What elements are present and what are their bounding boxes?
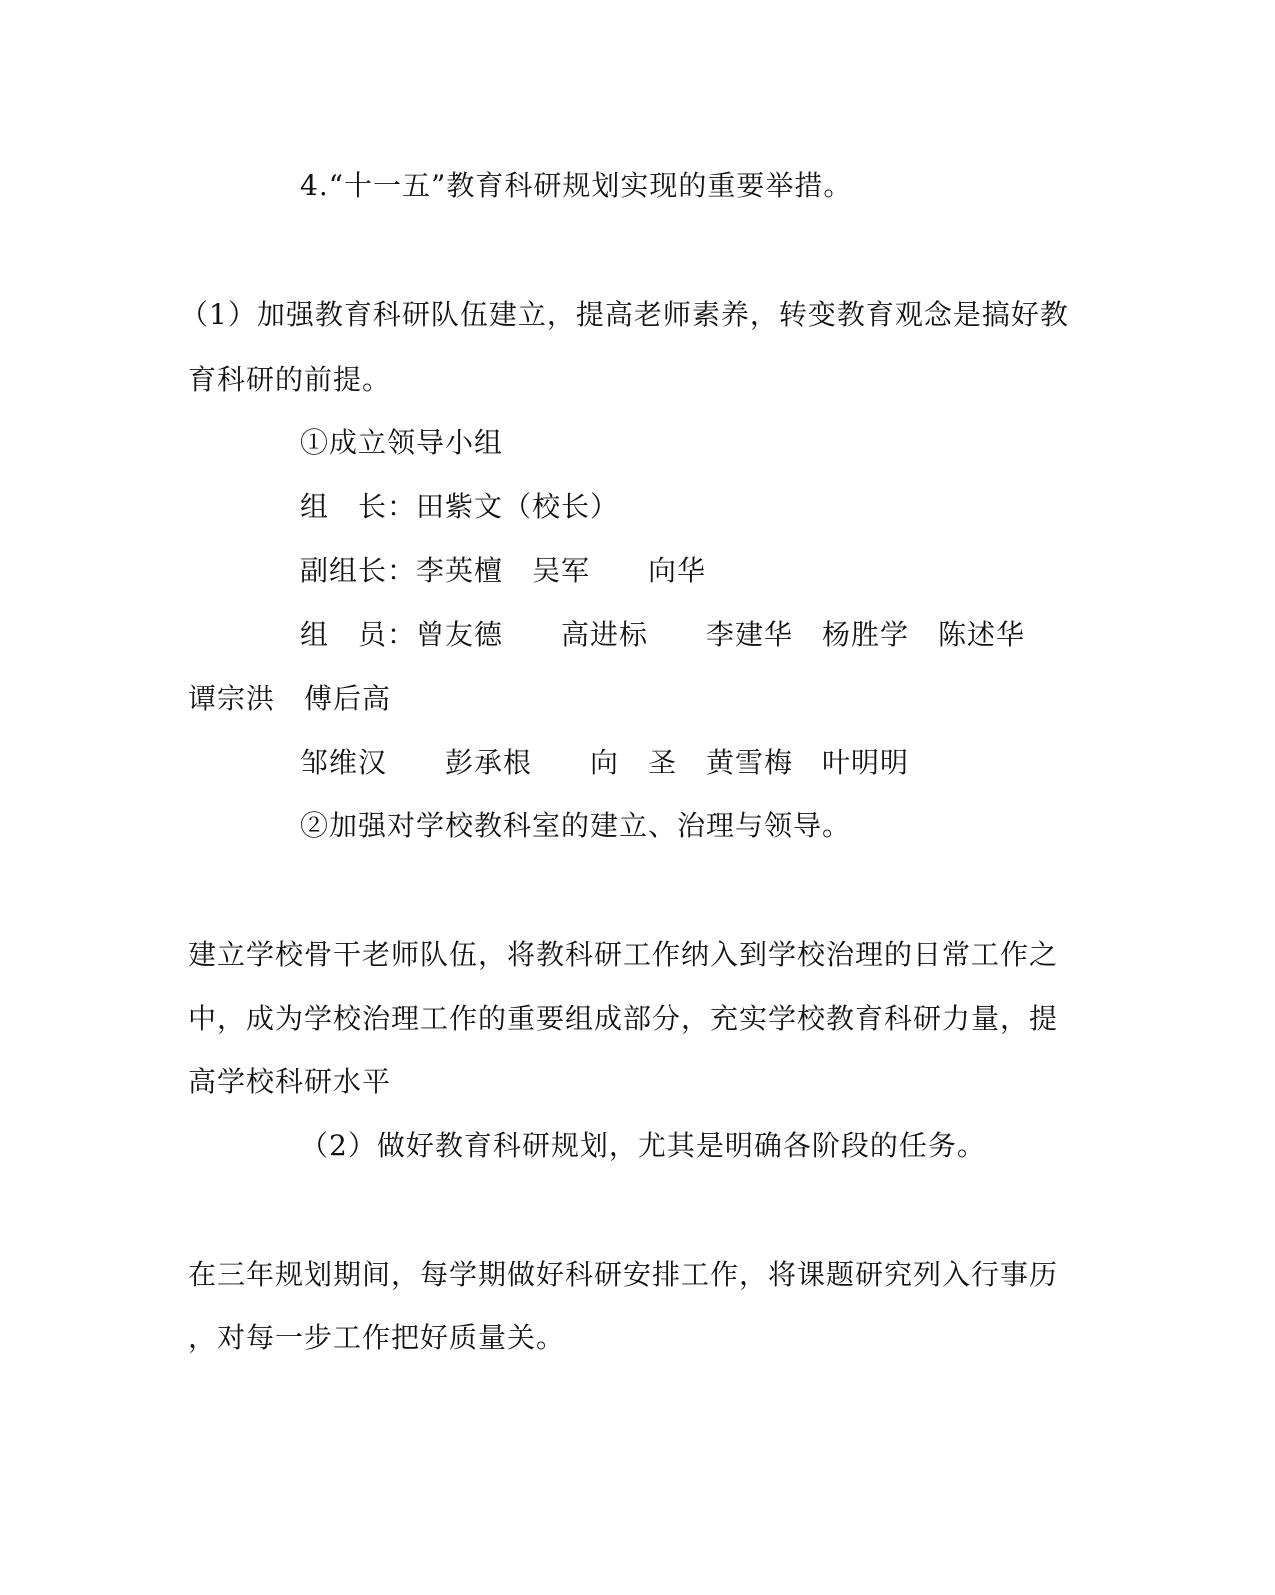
paragraph1-line2: 中，成为学校治理工作的重要组成部分，充实学校教育科研力量，提 [188, 1002, 1059, 1035]
paragraph2-line1: 在三年规划期间，每学期做好科研安排工作，将课题研究列入行事历 [188, 1258, 1059, 1291]
section2-line1: （2）做好教育科研规划，尤其是明确各阶段的任务。 [300, 1129, 986, 1162]
item1-title: ①成立领导小组 [300, 426, 504, 459]
paragraph1-line3: 高学校科研水平 [188, 1065, 392, 1098]
members-line2: 谭宗洪 傅后高 [188, 682, 392, 715]
paragraph2-line2: ，对每一步工作把好质量关。 [188, 1321, 566, 1354]
heading: 4.“十一五”教育科研规划实现的重要举措。 [300, 169, 853, 202]
section1-line2: 育科研的前提。 [188, 363, 392, 396]
paragraph1-line1: 建立学校骨干老师队伍，将教科研工作纳入到学校治理的日常工作之 [188, 938, 1059, 971]
members-line1: 组 员：曾友德 高进标 李建华 杨胜学 陈述华 [300, 618, 1026, 651]
deputy-line: 副组长：李英檀 吴军 向华 [300, 554, 707, 587]
members-line3: 邹维汉 彭承根 向 圣 黄雪梅 叶明明 [300, 746, 910, 779]
item2-title: ②加强对学校教科室的建立、治理与领导。 [300, 809, 852, 842]
section1-line1: （1）加强教育科研队伍建立，提高老师素养，转变教育观念是搞好教 [180, 298, 1069, 331]
leader-line: 组 长：田紫文（校长） [300, 490, 620, 523]
